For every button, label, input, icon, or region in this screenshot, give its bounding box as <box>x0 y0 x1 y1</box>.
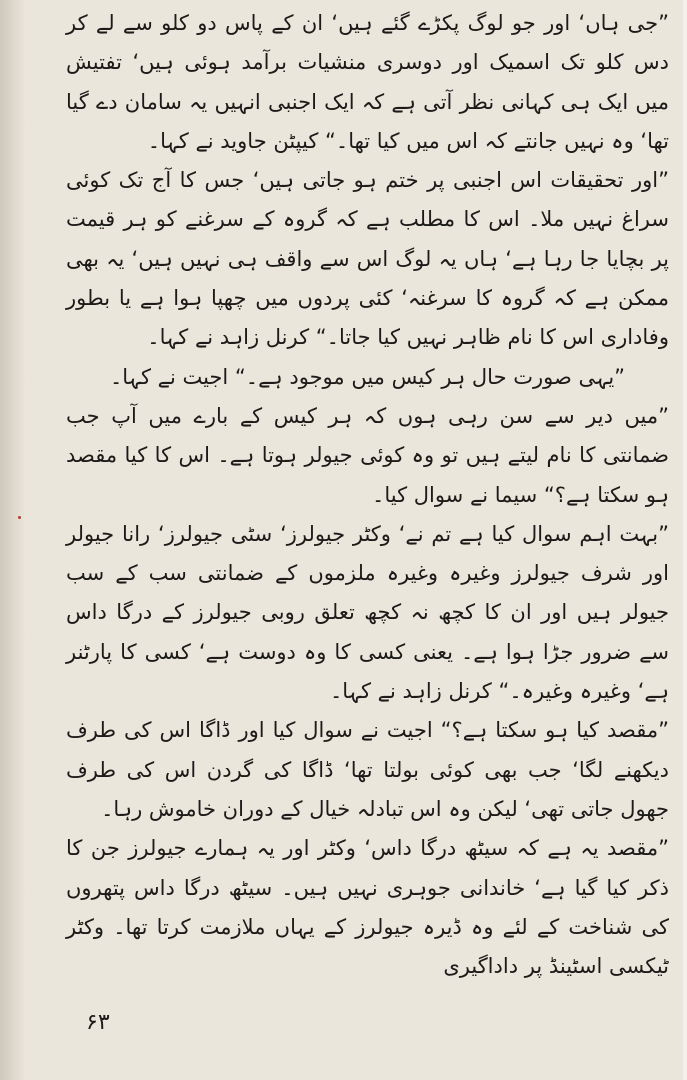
binding-shadow <box>0 0 26 1080</box>
paragraph-4: ”میں دیر سے سن رہی ہوں کہ ہر کیس کے بارے میں آپ جب ضمانتی کا نام لیتے ہیں تو وہ کوئی جیولر ہوتا ہے۔ اس کا کیا مقصد ہو سکتا ہے؟“ سیما نے سوال کیا۔ <box>66 403 669 507</box>
page-number: ۶۳ <box>86 1010 110 1035</box>
paragraph-3: ”یہی صورت حال ہر کیس میں موجود ہے۔“ اجیت نے کہا۔ <box>109 364 626 389</box>
paragraph-2: ”اور تحقیقات اس اجنبی پر ختم ہو جاتی ہیں‘ جس کا آج تک کوئی سراغ نہیں ملا۔ اس کا مطلب ہے کہ گروہ کے سرغنے کو ہر قیمت پر بچایا جا رہا ہے‘ ہاں یہ لوگ اس سے واقف ہی نہیں ہیں‘ یہ بھی ممکن ہے کہ گروہ کا سرغنہ‘ کئی پردوں میں چھپا ہوا ہے یا بطور وفاداری اس کا نام ظاہر نہیں کیا جاتا۔“ کرنل زاہد نے کہا۔ <box>66 168 669 350</box>
paragraph-7: ”مقصد یہ ہے کہ سیٹھ درگا داس‘ وکٹر اور یہ ہمارے جیولرز جن کا ذکر کیا گیا ہے‘ خاندانی جوہری نہیں ہیں۔ سیٹھ درگا داس پتھروں کی شناخت کے لئے وہ ڈیرہ جیولرز کے یہاں ملازمت کرتا تھا۔ وکٹر ٹیکسی اسٹینڈ پر داداگیری <box>66 836 669 979</box>
body-text <box>66 4 669 986</box>
paragraph-1: ”جی ہاں‘ اور جو لوگ پکڑے گئے ہیں‘ ان کے پاس دو کلو سے لے کر دس کلو تک اسمیک اور دوسری منشیات برآمد ہوئی ہیں‘ تفتیش میں ایک ہی کہانی نظر آتی ہے کہ ایک اجنبی انہیں یہ سامان دے گیا تھا‘ وہ نہیں جانتے کہ اس میں کیا تھا۔“ کیپٹن جاوید نے کہا۔ <box>66 11 669 153</box>
paragraph-5: ”بہت اہم سوال کیا ہے تم نے‘ وکٹر جیولرز‘ سٹی جیولرز‘ رانا جیولر اور شرف جیولرز وغیرہ وغیرہ ملزموں کے ضمانتی سب کے سب جیولر ہیں اور ان کا کچھ نہ کچھ تعلق روبی جیولرز کے درگا داس سے ضرور جڑا ہوا ہے۔ یعنی کسی کا وہ دوست ہے‘ کسی کا پارٹنر ہے‘ وغیرہ وغیرہ۔“ کرنل زاہد نے کہا۔ <box>66 521 669 704</box>
page-edge <box>683 0 687 1080</box>
ink-speck <box>18 516 21 519</box>
paragraph-6: ”مقصد کیا ہو سکتا ہے؟“ اجیت نے سوال کیا اور ڈاگا اس کی طرف دیکھنے لگا‘ جب بھی کوئی بولتا تھا‘ ڈاگا کی گردن اس کی طرف جھول جاتی تھی‘ لیکن وہ اس تبادلہ خیال کے دوران خاموش رہا۔ <box>66 718 669 821</box>
